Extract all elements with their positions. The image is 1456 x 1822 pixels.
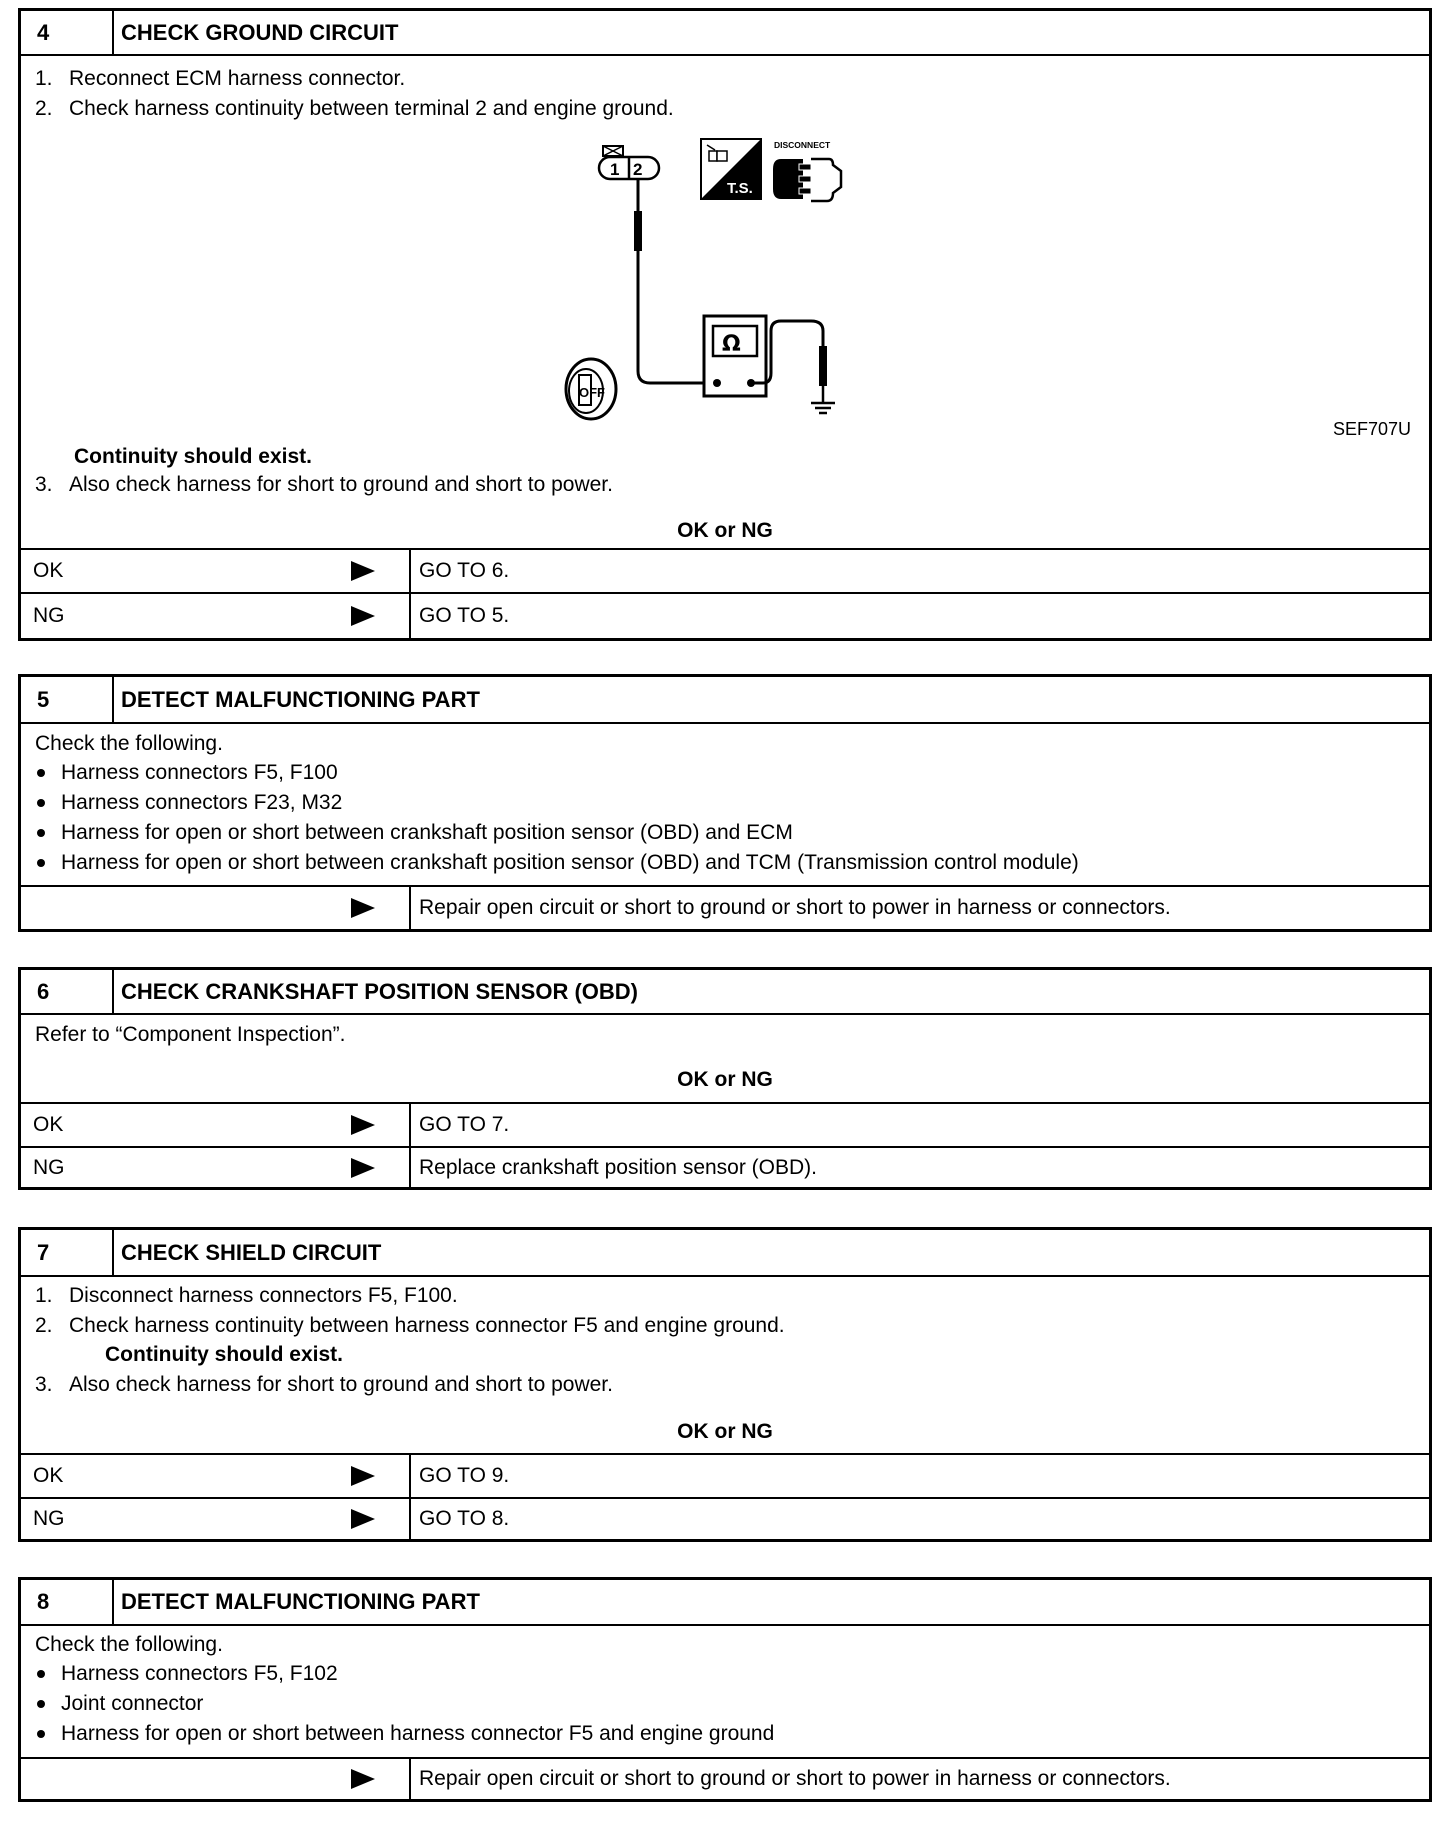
result-row-ng (21, 592, 1429, 638)
line-text: Also check harness for short to ground and short to power. (69, 473, 613, 496)
result-action: GO TO 7. (409, 1104, 1429, 1146)
line-text: Also check harness for short to ground and short to power. (69, 1373, 613, 1396)
result-row (21, 885, 1429, 929)
line-text: Check harness continuity between harness connector F5 and engine ground. (69, 1314, 785, 1337)
connector-icon (599, 146, 659, 179)
arrow-right-icon (351, 1509, 375, 1529)
bullet-text: Harness connectors F5, F102 (61, 1662, 338, 1685)
result-row-ok (21, 548, 1429, 592)
figure-id-label: SEF707U (1333, 419, 1412, 439)
step-title: CHECK SHIELD CIRCUIT (121, 1239, 382, 1265)
line-number: 3. (35, 473, 53, 496)
result-action: GO TO 6. (409, 550, 1429, 592)
result-row-ok (21, 1102, 1429, 1146)
bullet-item (35, 1692, 203, 1716)
arrow-right-icon (351, 561, 375, 581)
instruction-line (35, 1284, 458, 1308)
step-title: DETECT MALFUNCTIONING PART (121, 1589, 480, 1614)
instruction-line (35, 1373, 613, 1397)
line-number: 1. (35, 1284, 53, 1307)
decision-label: OK or NG (677, 1068, 773, 1091)
ts-icon (701, 139, 761, 199)
result-action: Repair open circuit or short to ground or short to power in harness or connectors. (409, 1759, 1429, 1799)
bullet-item (35, 851, 1079, 875)
disconnect-label: DISCONNECT (774, 140, 831, 150)
line-number: 1. (35, 67, 53, 90)
arrow-right-icon (351, 898, 375, 918)
bullet-icon (37, 859, 45, 867)
arrow-right-icon (351, 1115, 375, 1135)
instruction-line (35, 473, 613, 497)
result-action: GO TO 5. (409, 594, 1429, 638)
step-number: 6 (21, 970, 114, 1013)
terminal-1-label: 1 (610, 160, 620, 179)
terminal-2-label: 2 (633, 160, 643, 179)
bullet-icon (37, 829, 45, 837)
line-text: Check harness continuity between terminal 2 and engine ground. (69, 97, 674, 120)
step-number: 7 (21, 1230, 114, 1275)
result-label: NG (33, 604, 65, 627)
continuity-check-diagram (541, 131, 861, 431)
bullet-icon (37, 1700, 45, 1708)
step-6-box (18, 967, 1432, 1190)
intro-text: Refer to “Component Inspection”. (35, 1023, 346, 1046)
line-text: Reconnect ECM harness connector. (69, 67, 406, 90)
instruction-line (35, 97, 674, 121)
result-label: NG (33, 1507, 65, 1530)
result-row (21, 1757, 1429, 1799)
bullet-text: Harness for open or short between crankshaft position sensor (OBD) and TCM (Transmission control module) (61, 851, 1079, 874)
ground-symbol-icon (811, 403, 835, 413)
step-title: CHECK CRANKSHAFT POSITION SENSOR (OBD) (121, 978, 639, 1004)
result-label: OK (33, 1113, 64, 1136)
instruction-line (35, 67, 405, 91)
continuity-note: Continuity should exist. (74, 445, 313, 468)
bullet-item (35, 761, 338, 785)
step-number: 8 (21, 1580, 114, 1624)
step-number: 5 (21, 677, 114, 722)
line-text: Disconnect harness connectors F5, F100. (69, 1284, 458, 1307)
step-8-box (18, 1577, 1432, 1802)
bullet-item (35, 791, 342, 815)
ground-probe-icon (819, 346, 827, 386)
bullet-icon (37, 769, 45, 777)
step-header (21, 677, 1429, 724)
ignition-off-icon (566, 359, 616, 419)
decision-label: OK or NG (677, 519, 773, 542)
step-header (21, 970, 1429, 1015)
line-number: 3. (35, 1373, 53, 1396)
bullet-text: Harness connectors F23, M32 (61, 791, 343, 814)
result-label: OK (33, 559, 64, 582)
line-number: 2. (35, 97, 53, 120)
arrow-right-icon (351, 606, 375, 626)
continuity-note: Continuity should exist. (105, 1343, 344, 1366)
bullet-text: Harness for open or short between harness connector F5 and engine ground (61, 1722, 775, 1745)
bullet-icon (37, 1730, 45, 1738)
result-label: OK (33, 1464, 64, 1487)
result-action: GO TO 8. (409, 1499, 1429, 1539)
result-row-ok (21, 1453, 1429, 1497)
arrow-right-icon (351, 1158, 375, 1178)
bullet-text: Harness for open or short between crankshaft position sensor (OBD) and ECM (61, 821, 793, 844)
result-action: GO TO 9. (409, 1455, 1429, 1497)
probe-icon (634, 211, 642, 251)
step-title: CHECK GROUND CIRCUIT (121, 19, 399, 45)
step-header (21, 1580, 1429, 1626)
step-header (21, 11, 1429, 56)
decision-label: OK or NG (677, 1420, 773, 1443)
step-title: DETECT MALFUNCTIONING PART (121, 686, 480, 712)
line-number: 2. (35, 1314, 53, 1337)
arrow-right-icon (351, 1466, 375, 1486)
bullet-item (35, 821, 793, 845)
disconnect-icon (773, 140, 841, 201)
bullet-icon (37, 1670, 45, 1678)
result-label: NG (33, 1155, 65, 1179)
bullet-text: Harness connectors F5, F100 (61, 761, 338, 784)
bullet-text: Joint connector (61, 1692, 204, 1715)
result-row-ng (21, 1146, 1429, 1187)
result-action: Repair open circuit or short to ground or short to power in harness or connectors. (409, 887, 1429, 929)
ignition-off-label: OFF (579, 385, 605, 400)
step-4-box (18, 8, 1432, 641)
intro-text: Check the following. (35, 732, 223, 755)
step-7-box (18, 1227, 1432, 1542)
result-action: Replace crankshaft position sensor (OBD). (409, 1148, 1429, 1187)
step-header (21, 1230, 1429, 1277)
arrow-right-icon (351, 1769, 375, 1789)
result-row-ng (21, 1497, 1429, 1539)
step-5-box (18, 674, 1432, 932)
ohm-symbol: Ω (722, 332, 741, 357)
intro-text: Check the following. (35, 1633, 223, 1656)
bullet-item (35, 1722, 774, 1746)
step-number: 4 (21, 11, 114, 54)
ts-label: T.S. (727, 180, 753, 197)
bullet-icon (37, 799, 45, 807)
bullet-item (35, 1662, 338, 1686)
instruction-line (35, 1314, 785, 1338)
